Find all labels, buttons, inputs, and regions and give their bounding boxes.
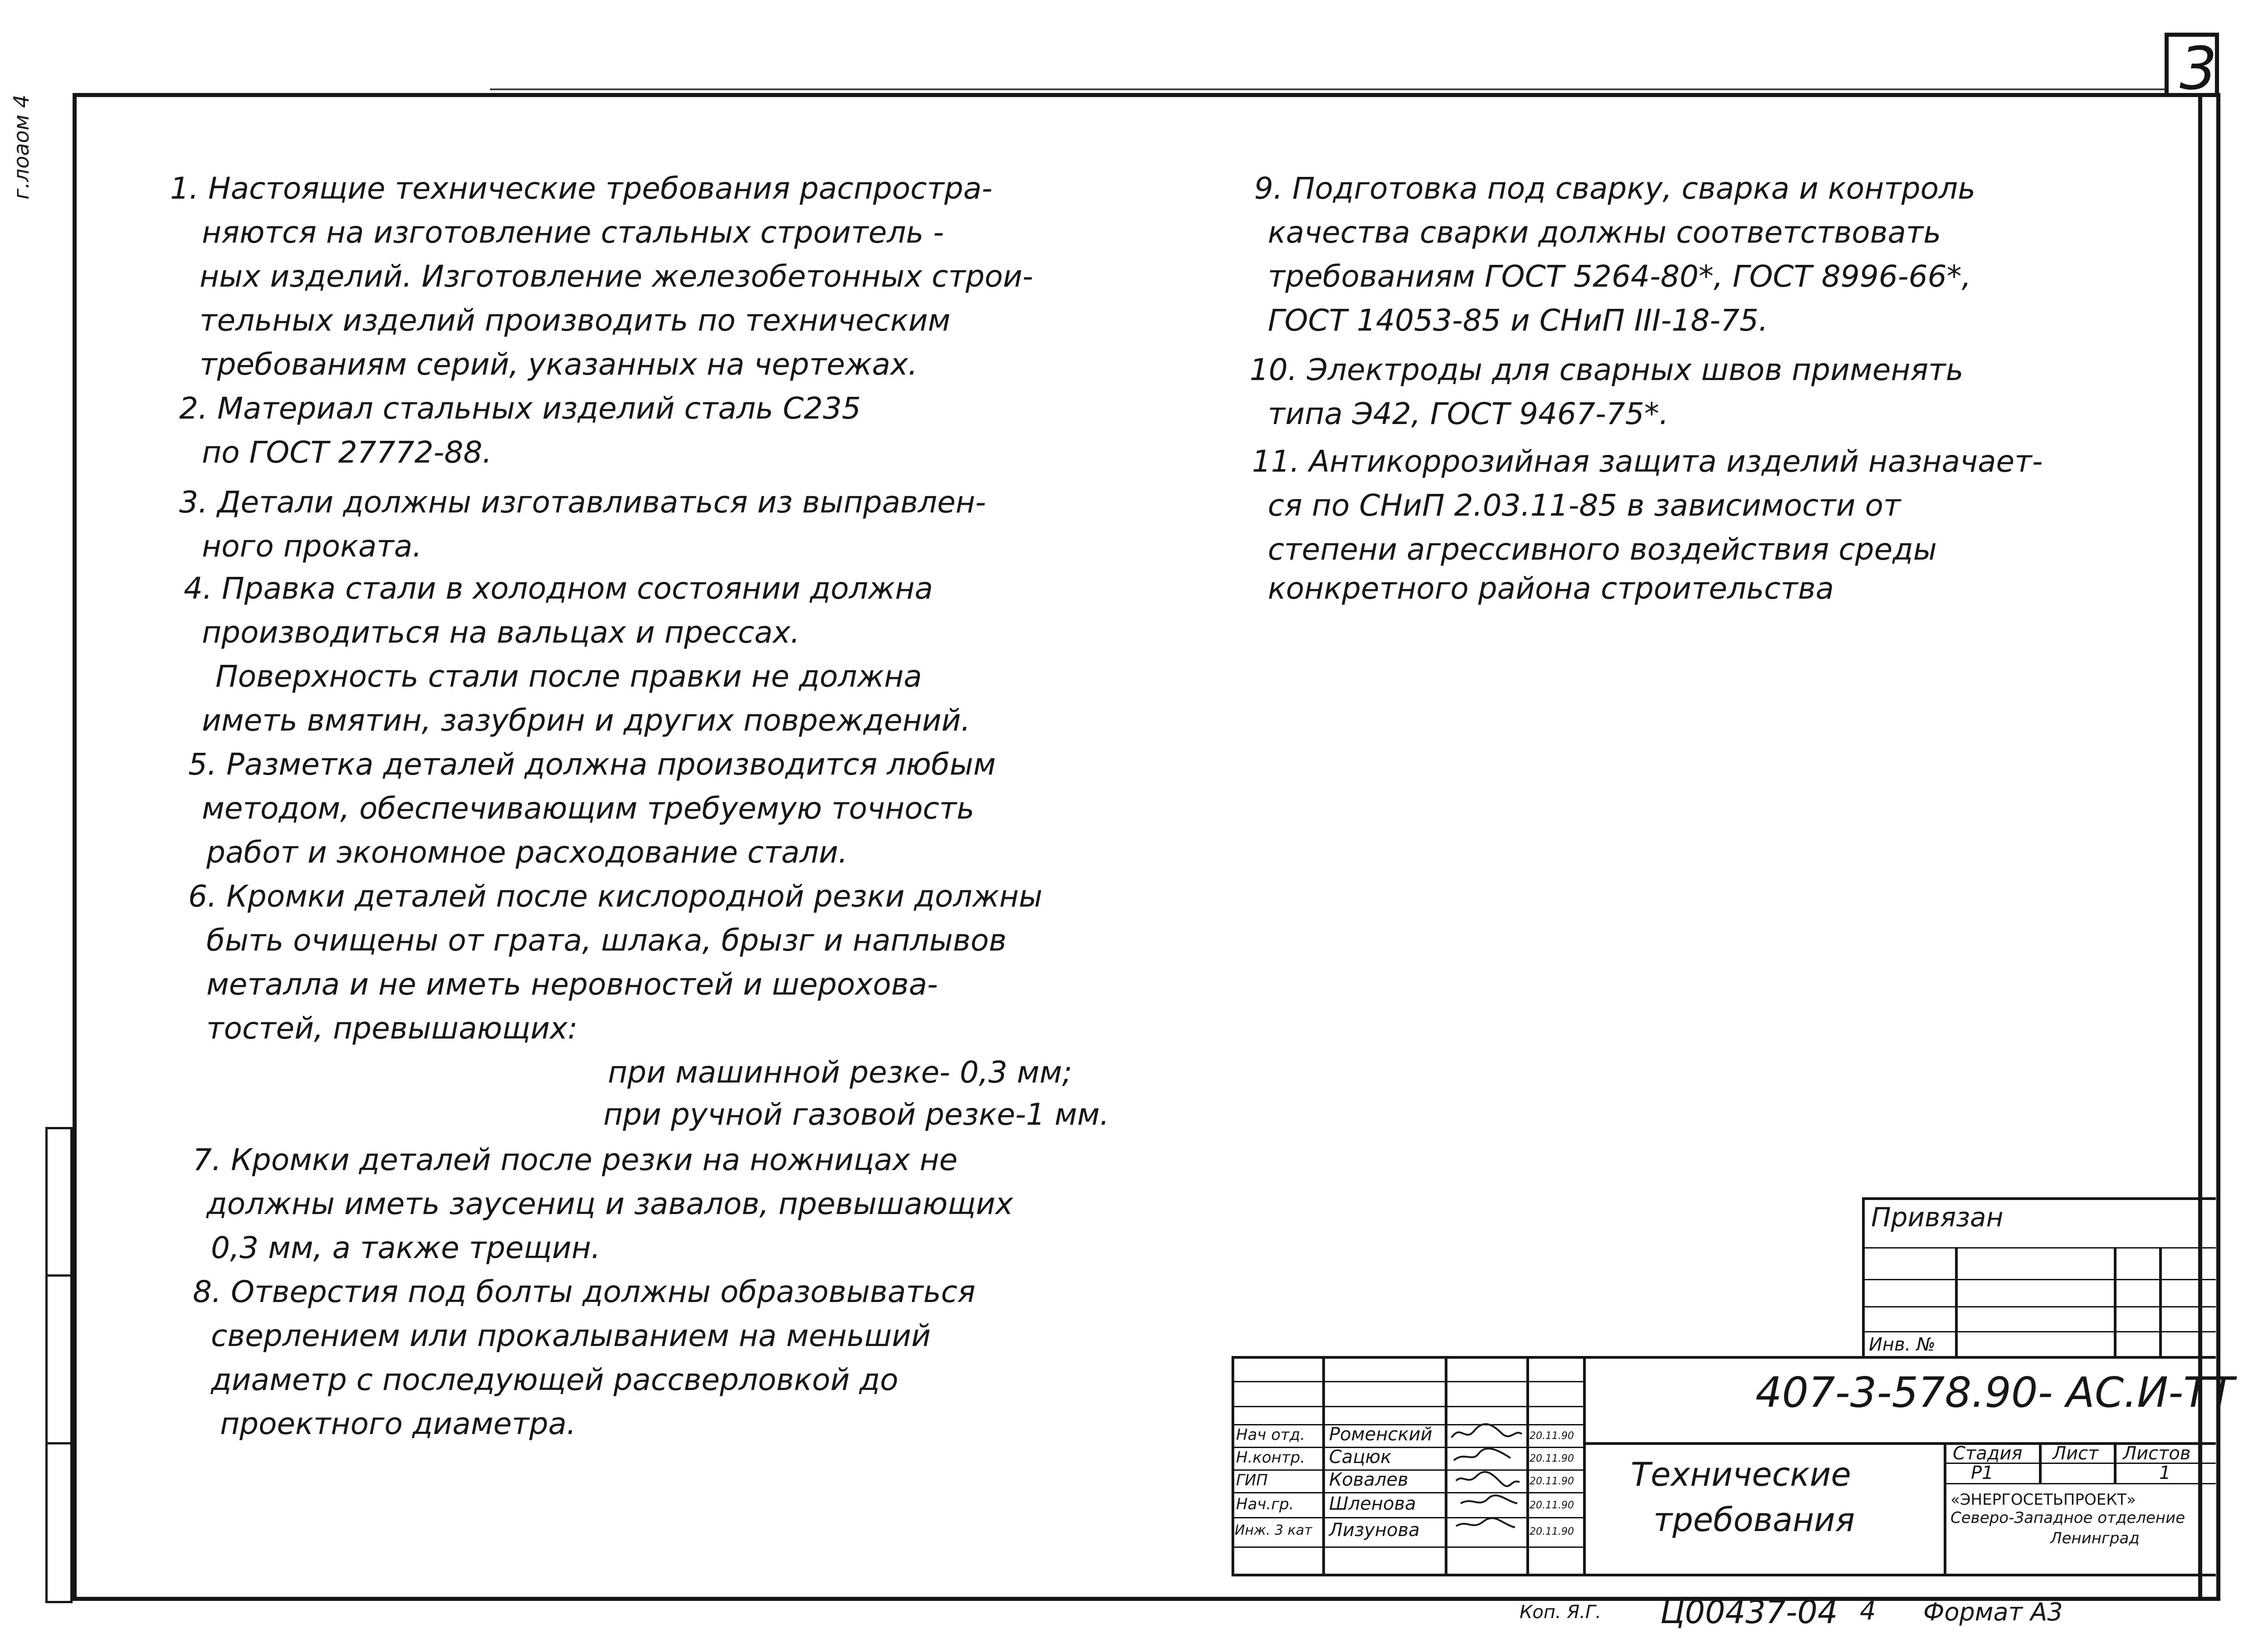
text-line: быть очищены от грата, шлака, брызг и наплывов xyxy=(206,923,1007,958)
signer-name: Шленова xyxy=(1329,1493,1416,1514)
stage-label: Стадия xyxy=(1953,1443,2023,1464)
text-line: качества сварки должны соответствовать xyxy=(1268,215,1941,250)
text-line: 11. Антикоррозийная защита изделий назначает- xyxy=(1252,444,2043,479)
text-line: металла и не иметь неровностей и шерохова- xyxy=(206,967,938,1002)
signer-name: Роменский xyxy=(1329,1424,1432,1445)
text-line: 1. Настоящие технические требования распростра- xyxy=(170,171,992,206)
text-line: проектного диаметра. xyxy=(220,1406,577,1441)
text-line: 6. Кромки деталей после кислородной резки должны xyxy=(188,879,1043,914)
text-line: 2. Материал стальных изделий сталь С235 xyxy=(179,391,861,426)
format-label: Формат А3 xyxy=(1923,1598,2063,1626)
text-line: иметь вмятин, зазубрин и других повреждений. xyxy=(202,703,971,738)
signer-name: Сацюк xyxy=(1329,1447,1392,1468)
privyazan-label: Привязан xyxy=(1871,1202,2004,1233)
signer-name: Лизунова xyxy=(1329,1520,1420,1541)
signer-role: Инж. 3 кат xyxy=(1235,1522,1312,1538)
text-line: диаметр с последующей рассверловкой до xyxy=(211,1362,899,1397)
archive-number: Ц00437-04 xyxy=(1660,1594,1838,1631)
text-line: типа Э42, ГОСТ 9467-75*. xyxy=(1268,396,1669,431)
text-line: степени агрессивного воздействия среды xyxy=(1268,532,1937,567)
stage-value: Р1 xyxy=(1971,1463,1994,1483)
inv-no-label: Инв. № xyxy=(1869,1334,1936,1355)
signer-date: 20.11.90 xyxy=(1530,1500,1574,1511)
text-line: Поверхность стали после правки не должна xyxy=(215,659,922,694)
title-line-1: Технические xyxy=(1631,1455,1851,1493)
text-line: ных изделий. Изготовление железобетонных строи- xyxy=(200,259,1033,294)
signer-role: Нач отд. xyxy=(1236,1426,1305,1444)
text-line: требованиям ГОСТ 5264-80*, ГОСТ 8996-66*, xyxy=(1268,259,1971,294)
signer-role: ГИП xyxy=(1236,1471,1268,1489)
text-line: няются на изготовление стальных строитель - xyxy=(202,215,944,250)
signer-name: Ковалев xyxy=(1329,1469,1408,1490)
text-line: ся по СНиП 2.03.11-85 в зависимости от xyxy=(1268,488,1901,523)
text-line: должны иметь заусениц и завалов, превышающих xyxy=(206,1186,1013,1221)
signatures-graphic xyxy=(1447,1406,1526,1546)
text-line: требованиям серий, указанных на чертежах. xyxy=(200,347,918,382)
side-label: г.лоаом 4 xyxy=(9,94,34,200)
sheet-number-box xyxy=(2165,33,2219,103)
text-line: 10. Электроды для сварных швов применять xyxy=(1250,352,1964,387)
org-line-1: «ЭНЕРГОСЕТЬПРОЕКТ» xyxy=(1950,1491,2136,1509)
text-line: производиться на вальцах и прессах. xyxy=(202,615,800,650)
sheets-label: Листов xyxy=(2123,1443,2191,1464)
text-line: ГОСТ 14053-85 и СНиП III-18-75. xyxy=(1268,303,1768,338)
left-binding-strip xyxy=(45,1127,73,1603)
text-line: при ручной газовой резке-1 мм. xyxy=(603,1097,1110,1132)
signer-date: 20.11.90 xyxy=(1530,1476,1574,1487)
text-line: по ГОСТ 27772-88. xyxy=(202,435,492,470)
text-line: ного проката. xyxy=(202,529,422,564)
signer-date: 20.11.90 xyxy=(1530,1526,1574,1537)
signer-role: Нач.гр. xyxy=(1236,1495,1294,1513)
signer-date: 20.11.90 xyxy=(1530,1453,1574,1464)
sheet-number: 3 xyxy=(2180,34,2217,103)
text-line: 0,3 мм, а также трещин. xyxy=(211,1230,601,1265)
sheet-label: Лист xyxy=(2053,1443,2099,1464)
text-line: 7. Кромки деталей после резки на ножницах не xyxy=(193,1142,958,1177)
signer-date: 20.11.90 xyxy=(1530,1430,1574,1442)
text-line: 3. Детали должны изготавливаться из выправлен- xyxy=(179,485,986,520)
text-line: тельных изделий производить по техническим xyxy=(200,303,951,338)
text-line: 9. Подготовка под сварку, сварка и контроль xyxy=(1254,171,1976,206)
document-code: 407-3-578.90- АС.И-ТТ xyxy=(1755,1368,2234,1417)
text-line: тостей, превышающих: xyxy=(206,1011,578,1046)
text-line: сверлением или прокалыванием на меньший xyxy=(211,1318,931,1353)
sheets-value: 1 xyxy=(2159,1463,2171,1483)
text-line: 5. Разметка деталей должна производится любым xyxy=(188,747,996,782)
frame-top-line xyxy=(490,88,2168,90)
text-line: конкретного района строительства xyxy=(1268,571,1834,606)
org-line-3: Ленинград xyxy=(2050,1529,2140,1547)
org-line-2: Северо-Западное отделение xyxy=(1950,1509,2185,1527)
text-line: работ и экономное расходование стали. xyxy=(206,835,848,870)
title-line-2: требования xyxy=(1653,1501,1855,1539)
small-sheet-number: 4 xyxy=(1860,1596,1876,1626)
text-line: при машинной резке- 0,3 мм; xyxy=(608,1055,1072,1090)
signer-role: Н.контр. xyxy=(1236,1449,1305,1467)
text-line: 4. Правка стали в холодном состоянии должна xyxy=(184,571,933,606)
text-line: 8. Отверстия под болты должны образовываться xyxy=(193,1274,976,1309)
copied-label: Коп. Я.Г. xyxy=(1520,1602,1601,1623)
text-line: методом, обеспечивающим требуемую точность xyxy=(202,791,975,826)
